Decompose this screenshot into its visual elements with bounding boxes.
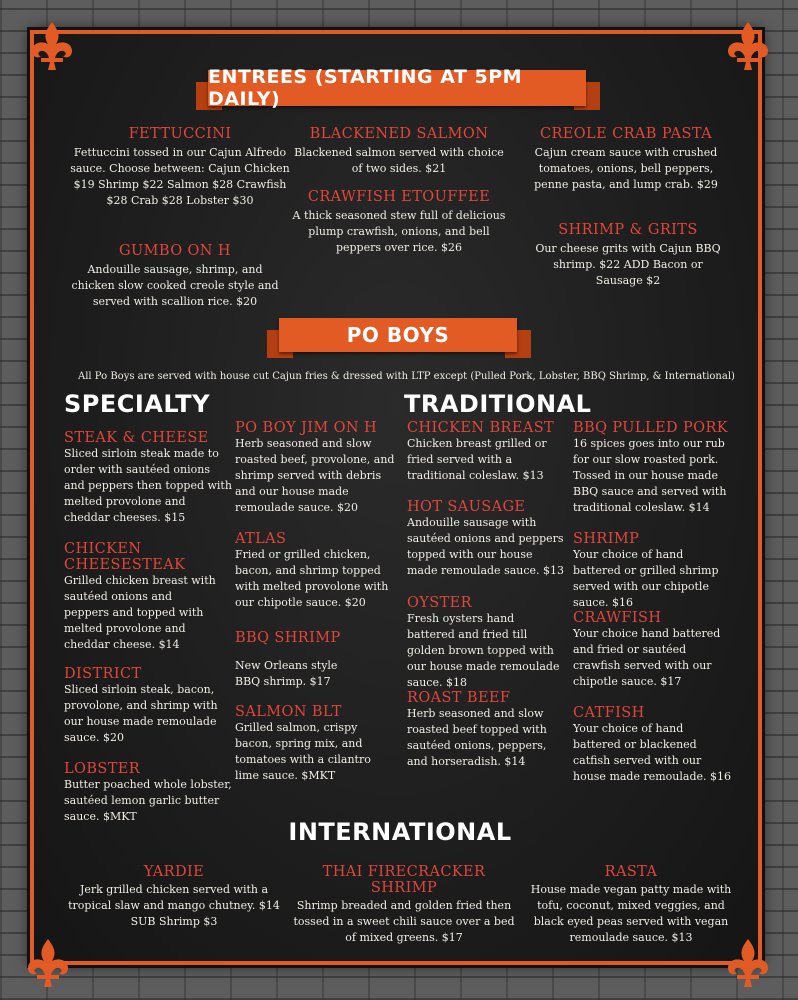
item-name: CHICKEN CHEESESTEAK <box>64 541 186 573</box>
item-name: CRAWFISH <box>573 610 662 626</box>
entree-gumbo-on-h <box>68 243 282 310</box>
item-desc: Grilled salmon, crispy bacon, spring mix, and tomatoes with a cilantro lime sauce. $MKT <box>235 721 371 782</box>
item-name: YARDIE <box>143 864 205 880</box>
item-name: LOBSTER <box>64 761 141 777</box>
international-title: INTERNATIONAL <box>288 818 512 846</box>
item-desc: Jerk grilled chicken served with a tropical slaw and mango chutney. $14 SUB Shrimp $3 <box>68 883 280 928</box>
menu-item-lobster <box>64 761 234 825</box>
item-desc: Your choice of hand battered or blackened catfish served with our house made remoulade. $16 <box>573 722 732 783</box>
item-name: ATLAS <box>235 531 287 547</box>
item-desc: Sliced sirloin steak, bacon, provolone, and shrimp with our house made remoulade sauce. $20 <box>64 683 218 744</box>
item-name: HOT SAUSAGE <box>407 499 526 515</box>
menu-item-chicken-cheesesteak <box>64 541 220 653</box>
item-desc: Your choice of hand battered or grilled shrimp served with our chipotle sauce. $16 <box>573 548 719 609</box>
menu-item-shrimp <box>573 531 733 611</box>
menu-item-crawfish <box>573 610 733 690</box>
fleur-de-lis-icon <box>718 18 778 78</box>
menu-item-catfish <box>573 705 733 785</box>
item-name: ROAST BEEF <box>407 690 511 706</box>
item-desc: Herb seasoned and slow roasted beef, provolone, and shrimp served with debris and our house made remoulade sauce. $20 <box>235 437 395 514</box>
item-desc: Andouille sausage with sautéed onions and peppers topped with our house made remoulade sauce. $13 <box>407 516 565 577</box>
item-name: DISTRICT <box>64 666 142 682</box>
menu-item-oyster <box>407 595 565 691</box>
item-desc: Chicken breast grilled or fried served with a traditional coleslaw. $13 <box>407 437 547 482</box>
item-desc: Sliced sirloin steak made to order with sautéed onions and peppers then topped with melted provolone and cheddar cheeses. $15 <box>64 447 232 524</box>
item-name: SHRIMP & GRITS <box>558 222 698 238</box>
menu-item-hot-sausage <box>407 499 565 579</box>
menu-item-steak-cheese <box>64 430 232 526</box>
item-name: OYSTER <box>407 595 472 611</box>
menu-item-roast-beef <box>407 690 565 770</box>
item-desc: A thick seasoned stew full of delicious plump crawfish, onions, and bell peppers over rice. $26 <box>292 209 506 254</box>
item-desc: New Orleans style BBQ shrimp. $17 <box>235 659 338 688</box>
menu-item-po-boy-jim-on-h <box>235 420 395 516</box>
item-name: BLACKENED SALMON <box>309 126 489 142</box>
specialty-title: SPECIALTY <box>64 390 210 418</box>
item-name: BBQ PULLED PORK <box>573 420 729 436</box>
item-desc: Cajun cream sauce with crushed tomatoes, onions, bell peppers, penne pasta, and lump crab. $29 <box>534 146 718 191</box>
traditional-title: TRADITIONAL <box>404 390 592 418</box>
entree-blackened-salmon <box>292 126 506 177</box>
fleur-de-lis-icon <box>18 935 78 995</box>
menu-item-district <box>64 666 224 746</box>
item-name: SHRIMP <box>573 531 640 547</box>
item-name: PO BOY JIM ON H <box>235 420 378 436</box>
item-desc: House made vegan patty made with tofu, coconut, mixed veggies, and black eyed peas served with vegan remoulade sauce. $13 <box>530 883 732 944</box>
item-desc: Blackened salmon served with choice of two sides. $21 <box>294 146 504 175</box>
item-name: CATFISH <box>573 705 645 721</box>
item-desc: Fettuccini tossed in our Cajun Alfredo sauce. Choose between: Cajun Chicken $19 Shrimp $22 Salmon $28 Crawfish $28 Crab $28 Lobster $30 <box>70 146 290 207</box>
item-name: CRAWFISH ETOUFFEE <box>307 189 491 205</box>
poboys-note: All Po Boys are served with house cut Cajun fries & dressed with LTP except (Pulled Pork, Lobster, BBQ Shrimp, & International) <box>78 371 735 382</box>
menu-item-thai-firecracker-shrimp <box>292 864 516 946</box>
poboys-banner: PO BOYS <box>279 318 517 352</box>
entree-creole-crab-pasta <box>526 126 726 193</box>
menu-item-rasta <box>522 864 740 946</box>
item-name: BBQ SHRIMP <box>235 630 341 646</box>
entrees-banner: ENTREES (STARTING AT 5PM DAILY) <box>208 70 586 106</box>
item-name: FETTUCCINI <box>128 126 232 142</box>
item-desc: Our cheese grits with Cajun BBQ shrimp. $22 ADD Bacon or Sausage $2 <box>535 242 721 287</box>
item-desc: Fried or grilled chicken, bacon, and shrimp topped with melted provolone with our chipotle sauce. $20 <box>235 548 389 609</box>
item-name: RASTA <box>604 864 658 880</box>
item-name: CREOLE CRAB PASTA <box>539 126 713 142</box>
item-desc: Andouille sausage, shrimp, and chicken slow cooked creole style and served with scallion rice. $20 <box>71 263 279 308</box>
item-desc: Your choice hand battered and fried or sautéed crawfish served with our chipotle sauce. $17 <box>573 627 721 688</box>
entree-shrimp-grits <box>530 222 726 289</box>
menu-item-atlas <box>235 531 395 611</box>
menu-item-bbq-pulled-pork <box>573 420 733 516</box>
item-name: GUMBO ON H <box>119 243 231 259</box>
fleur-de-lis-icon <box>22 18 82 78</box>
item-name: SALMON BLT <box>235 704 342 720</box>
entree-crawfish-etouffee <box>292 189 506 256</box>
item-desc: Herb seasoned and slow roasted beef topped with sautéed onions, peppers, and horseradish. $14 <box>407 707 547 768</box>
item-name: THAI FIRECRACKER SHRIMP <box>322 864 486 896</box>
menu-item-salmon-blt <box>235 704 395 784</box>
menu-item-chicken-breast <box>407 420 565 484</box>
item-desc: Fresh oysters hand battered and fried till golden brown topped with our house made remoulade sauce. $18 <box>407 612 560 689</box>
item-name: CHICKEN BREAST <box>407 420 555 436</box>
item-name: STEAK & CHEESE <box>64 430 209 446</box>
item-desc: Shrimp breaded and golden fried then tossed in a sweet chili sauce over a bed of mixed greens. $17 <box>293 899 515 944</box>
item-desc: Grilled chicken breast with sautéed onions and peppers and topped with melted provolone and cheddar cheese. $14 <box>64 574 216 651</box>
menu-item-yardie <box>62 864 286 930</box>
menu-item-bbq-shrimp <box>235 630 395 690</box>
item-desc: 16 spices goes into our rub for our slow roasted pork. Tossed in our house made BBQ sauce and served with traditional coleslaw. $14 <box>573 437 727 514</box>
item-desc: Butter poached whole lobster, sautéed lemon garlic butter sauce. $MKT <box>64 778 232 823</box>
entree-fettuccini <box>68 126 292 209</box>
